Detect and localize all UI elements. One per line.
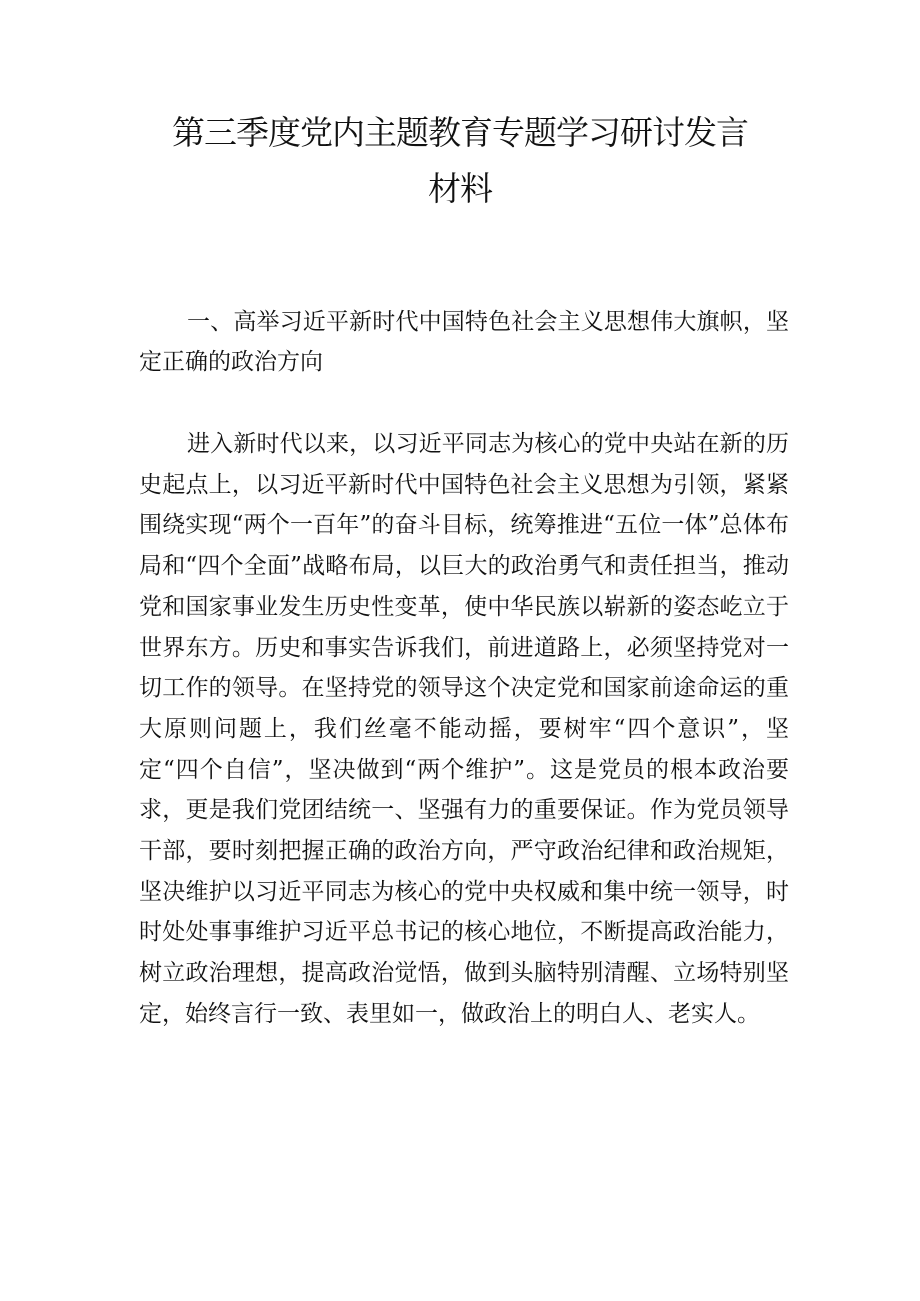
section-heading: 一、高举习近平新时代中国特色社会主义思想伟大旗帜，坚定正确的政治方向 xyxy=(139,309,789,375)
body-paragraph: 进入新时代以来，以习近平同志为核心的党中央站在新的历史起点上，以习近平新时代中国特色社会主义思想为引领，紧紧围绕实现“两个一百年”的奋斗目标，统筹推进“五位一体”总体布局和“四个全面”战略布局，以巨大的政治勇气和责任担当，推动党和国家事业发生历史性变革，使中华民族以崭新的姿态屹立于世界东方。历史和事实告诉我们，前进道路上，必须坚持党对一切工作的领导。在坚持党的领导这个决定党和国家前途命运的重大原则问题上，我们丝毫不能动摇，要树牢“四个意识”，坚定“四个自信”，坚决做到“两个维护”。这是党员的根本政治要求，更是我们党团结统一、坚强有力的重要保证。作为党员领导干部，要时刻把握正确的政治方向，严守政治纪律和政治规矩，坚决维护以习近平同志为核心的党中央权威和集中统一领导，时时处处事事维护习近平总书记的核心地位，不断提高政治能力，树立政治理想，提高政治觉悟，做到头脑特别清醒、立场特别坚定，始终言行一致、表里如一，做政治上的明白人、老实人。 xyxy=(139,431,789,1027)
document-title xyxy=(140,105,780,217)
document-title-line-1: 第三季度党内主题教育专题学习研讨发言 xyxy=(172,113,748,152)
document-title-line-2: 材料 xyxy=(428,169,492,208)
